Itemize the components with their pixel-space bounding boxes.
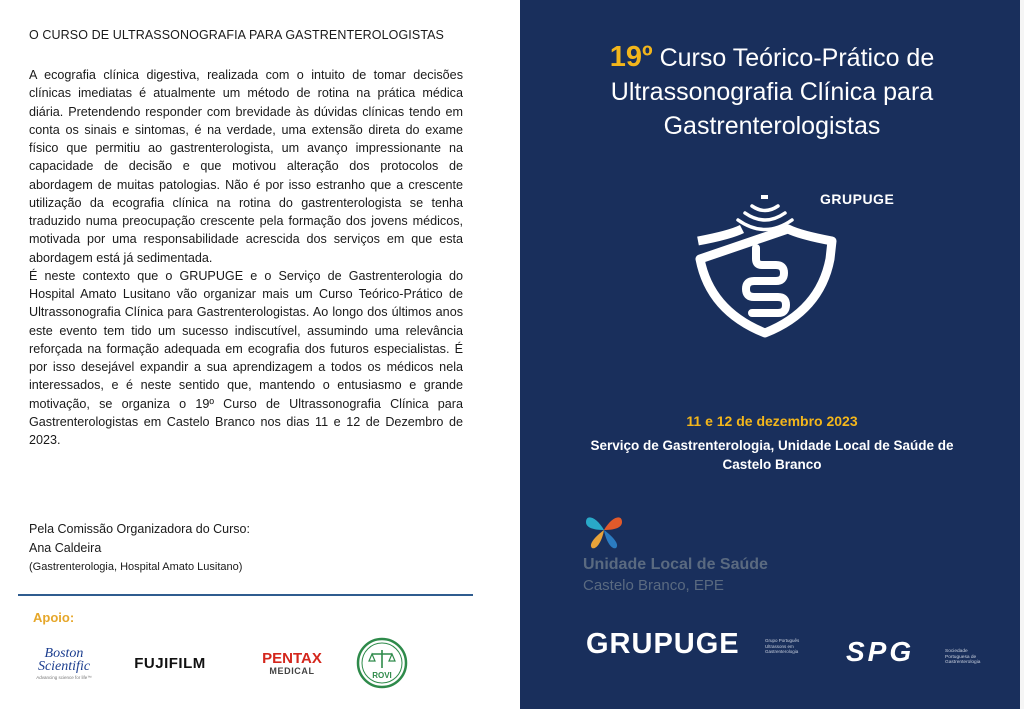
course-cover-panel xyxy=(520,0,1024,709)
boston-tagline: Advancing science for life™ xyxy=(36,674,92,680)
rovi-text: ROVI xyxy=(372,671,392,680)
rovi-emblem-icon xyxy=(356,637,408,689)
paragraph-1: A ecografia clínica digestiva, realizada com o intuito de tomar decisões clínicas imediatas é atualmente um método de rotina na prática médica diária. Pretendendo responder com brevidade às dúvidas clínicas tendo em conta os sinais e sintomas, é na verdade, uma extensão direta do exame físico que permitiu ao gastrenterologista, um avanço impressionante na capacidade de decisão e que motivou alteração dos protocolos de abordagem de muitas patologias. Não é por isso estranho que a crescente utilização da ecografia clínica na rotina do gastrenterologista se tenha traduzido numa preocupação crescente pela formação dos jovens médicos, motivada por uma responsabilidade acrescida dos serviços em que esta abordagem está já sedimentada. xyxy=(29,68,463,265)
title-line1: Curso Teórico-Prático de xyxy=(659,44,935,72)
grupuge-tagline xyxy=(765,638,799,655)
rovi-logo xyxy=(356,640,408,686)
uls-name: Unidade Local de Saúde xyxy=(583,556,768,573)
signature-line: Pela Comissão Organizadora do Curso: xyxy=(29,522,250,536)
spg-tag-line3: Gastrenterologia xyxy=(945,660,981,665)
spg-tag-line1: Sociedade xyxy=(945,649,968,654)
grupuge-tag-line2: Ultrassons em xyxy=(765,643,794,649)
pentax-line1: PENTAX xyxy=(262,649,322,667)
boston-line1: Boston xyxy=(44,645,84,661)
title-line2: Ultrassonografia Clínica para xyxy=(610,78,934,106)
fujifilm-logo: FUJIFILM xyxy=(134,654,206,672)
venue-line1: Serviço de Gastrenterologia, Unidade Local de Saúde de xyxy=(590,438,954,453)
uls-butterfly-icon xyxy=(582,508,626,552)
paragraph-2: É neste contexto que o GRUPUGE e o Serviço de Gastrenterologia do Hospital Amato Lusitano vão organizar mais um Curso Teórico-Prático de Ultrassonografia Clínica para Gastrenterologistas. Ao longo dos últimos anos este evento tem tido um sucesso indiscutível, assumindo uma relevância reforçada na formação adequada em ecografia dos futuros especialistas. É por isso desejável expandir a sua aprendizagem a todos os médicos nela interessados, e é neste sentido que, mantendo o entusiasmo e grande motivação, se organiza o 19º Curso de Ultrassonografia Clínica para Gastrenterologistas em Castelo Branco nos dias 11 e 12 de Dezembro de 2023. xyxy=(29,268,463,447)
course-description xyxy=(29,66,463,449)
course-title xyxy=(520,40,1024,143)
apoio-label: Apoio: xyxy=(33,610,75,625)
spg-tagline xyxy=(945,649,980,666)
signature-name: Ana Caldeira xyxy=(29,541,102,555)
signature-block xyxy=(29,520,250,577)
pentax-line2: MEDICAL xyxy=(269,665,315,676)
title-line3: Gastrenterologistas xyxy=(663,112,881,140)
course-date: 11 e 12 de dezembro 2023 xyxy=(686,413,858,429)
divider xyxy=(18,594,473,596)
pentax-medical-logo xyxy=(254,640,330,686)
boston-line2: Scientific xyxy=(37,658,91,674)
grupuge-tag-line3: Gastrenterologia xyxy=(765,649,799,654)
boston-scientific-logo xyxy=(24,640,104,686)
grupuge-logo-label: GRUPUGE xyxy=(820,191,895,207)
section-heading: O CURSO DE ULTRASSONOGRAFIA PARA GASTRENTEROLOGISTAS xyxy=(29,28,444,42)
course-number: 19º xyxy=(609,41,653,73)
spg-tag-line2: Portuguesa de xyxy=(945,654,977,660)
course-venue xyxy=(520,436,1024,474)
uls-subtitle: Castelo Branco, EPE xyxy=(583,577,724,594)
grupuge-tag-line1: Grupo Português xyxy=(765,638,800,643)
venue-line2: Castelo Branco xyxy=(722,457,822,472)
grupuge-wordmark: GRUPUGE xyxy=(586,628,740,660)
grupuge-intestine-icon xyxy=(690,193,840,338)
signature-affiliation: (Gastrenterologia, Hospital Amato Lusitano) xyxy=(29,561,243,573)
spg-wordmark: SPG xyxy=(846,636,915,667)
